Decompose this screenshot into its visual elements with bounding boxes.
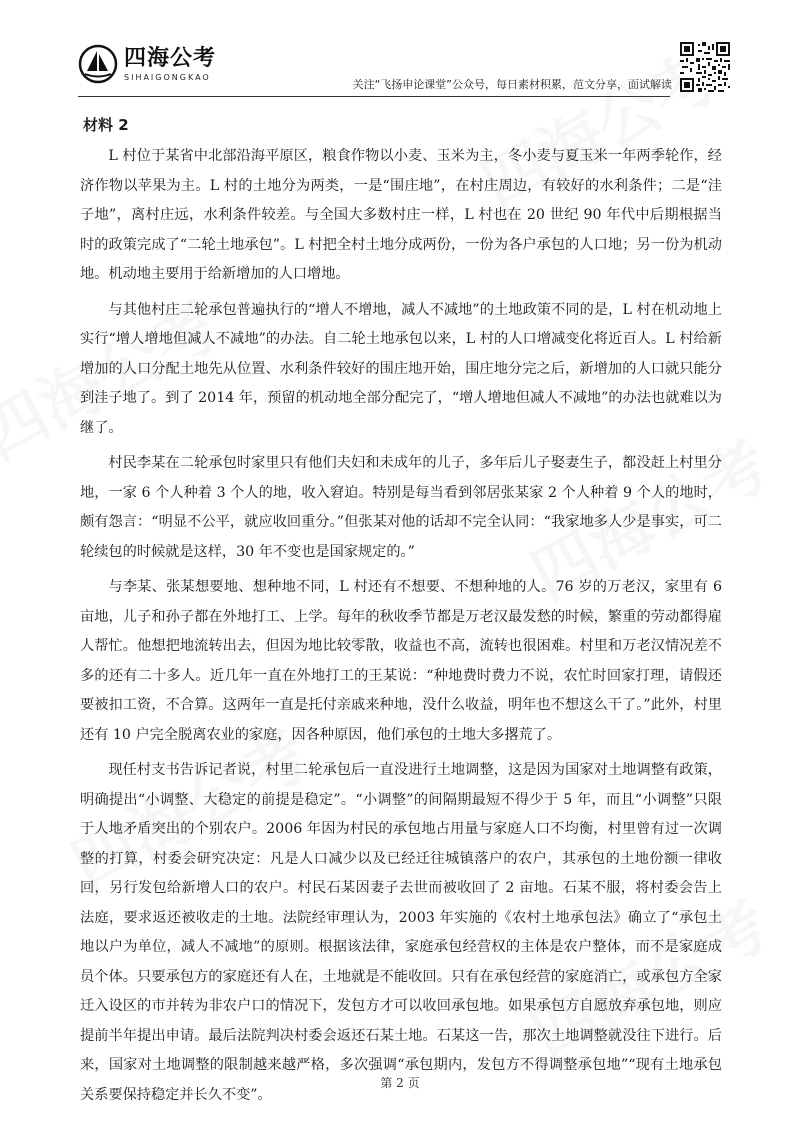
paragraph-1: L 村位于某省中北部沿海平原区，粮食作物以小麦、玉米为主，冬小麦与夏玉米一年两季轮作，经济作物以苹果为主。L 村的土地分为两类，一是“围庄地”，在村庄周边，有较好的水利条件；二是“洼子地”，离村庄远，水利条件较差。与全国大多数村庄一样，L 村也在 20 世纪 90 年代中后期根据当时的政策完成了“二轮土地承包”。L 村把全村土地分成两份，一份为各户承包的人口地；另一份为机动地。机动地主要用于给新增加的人口增地。 [80, 148, 722, 282]
section-title: 材料 2 [83, 116, 129, 134]
paragraph-3: 村民李某在二轮承包时家里只有他们夫妇和未成年的儿子，多年后儿子娶妻生子，都没赶上村里分地，一家 6 个人种着 3 个人的地，收入窘迫。特别是每当看到邻居张某家 2 个人种着 9 个人的地时，颇有怨言：“明显不公平，就应收回重分。”但张某对他的话却不完全认同：“我家地多人少是事实，可二轮续包的时候就是这样，30 年不变也是国家规定的。” [80, 455, 722, 560]
paragraph-5: 现任村支书告诉记者说，村里二轮承包后一直没进行土地调整，这是因为国家对土地调整有政策，明确提出“小调整、大稳定的前提是稳定”。“小调整”的间隔期最短不得少于 5 年，而且“小调整”只限于人地矛盾突出的个别农户。2006 年因为村民的承包地占用量与家庭人口不均衡，村里曾有过一次调整的打算，村委会研究决定：凡是人口减少以及已经迁往城镇落户的农户，其承包的土地份额一律收回，另行发包给新增人口的农户。村民石某因妻子去世而被收回了 2 亩地。石某不服，将村委会告上法庭，要求返还被收走的土地。法院经审理认为，2003 年实施的《农村土地承包法》确立了“承包土地以户为单位，减人不减地”的原则。根据该法律，家庭承包经营权的主体是农户整体，而不是家庭成员个体。只要承包方的家庭还有人在，土地就是不能收回。只有在承包经营的家庭消亡，或承包方全家迁入设区的市并转为非农户口的情况下，发包方才可以收回承包地。如果承包方自愿放弃承包地，则应提前半年提出申请。最后法院判决村委会返还石某土地。石某这一告，那次土地调整就没往下进行。后来，国家对土地调整的限制越来越严格，多次强调“承包期内，发包方不得调整承包地”“现有土地承包关系要保持稳定并长久不变”。 [80, 762, 722, 1103]
logo-subtitle: SIHAIGONGKAO [124, 72, 211, 82]
brand-logo [78, 44, 216, 84]
sailboat-logo-icon [78, 44, 118, 84]
page-number: 第 2 页 [380, 1076, 420, 1090]
header-slogan: 关注“飞扬申论课堂”公众号，每日素材积累，范文分享，面试解读 [352, 78, 672, 91]
paragraph-2: 与其他村庄二轮承包普遍执行的“增人不增地，减人不减地”的土地政策不同的是，L 村在机动地上实行“增人增地但减人不减地”的办法。自二轮土地承包以来，L 村的人口增减变化将近百人。L 村给新增加的人口分配土地先从位置、水利条件较好的围庄地开始，围庄地分完之后，新增加的人口就只能分到洼子地了。到了 2014 年，预留的机动地全部分配完了，“增人增地但减人不减地”的办法也就难以为继了。 [80, 301, 722, 436]
document-body [80, 112, 722, 1116]
logo-name: 四海公考 [124, 45, 217, 71]
page-header [0, 0, 800, 100]
header-divider [78, 96, 670, 97]
qr-code-icon [680, 42, 730, 92]
paragraph-4: 与李某、张某想要地、想种地不同，L 村还有不想要、不想种地的人。76 岁的万老汉，家里有 6 亩地，儿子和孙子都在外地打工、上学。每年的秋收季节都是万老汉最发愁的时候，繁重的劳动都得雇人帮忙。他想把地流转出去，但因为地比较零散，收益也不高，流转也很困难。村里和万老汉情况差不多的还有二十多人。近几年一直在外地打工的王某说：“种地费时费力不说，农忙时回家打理，请假还要被扣工资，不合算。这两年一直是托付亲戚来种地，没什么收益，明年也不想这么干了。”此外，村里还有 10 户完全脱离农业的家庭，因各种原因，他们承包的土地大多撂荒了。 [80, 579, 722, 743]
